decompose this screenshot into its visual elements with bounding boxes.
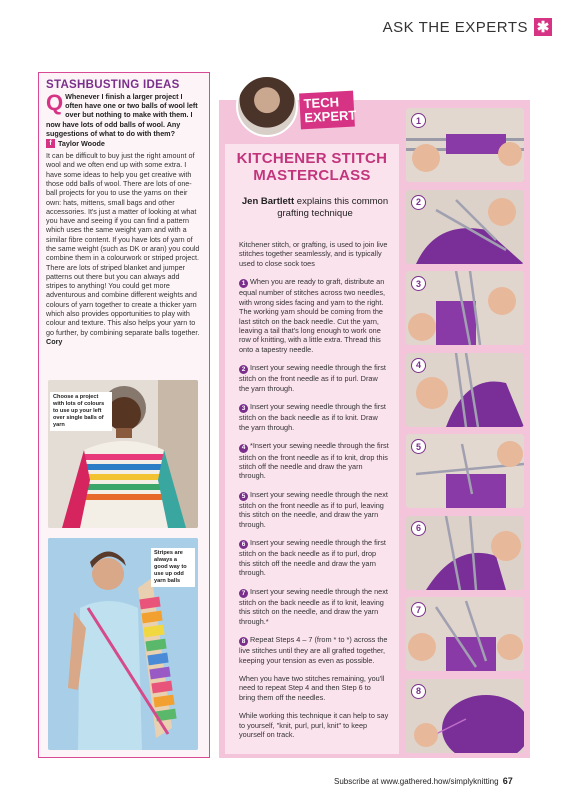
step-number-8: 8 [239, 637, 248, 646]
step-3-text: Insert your sewing needle through the first stitch on the back needle as if to knit. Draw the yarn through. [239, 402, 386, 432]
step-number-4: 4 [239, 444, 248, 453]
step-6-text: Insert your sewing needle through the first stitch on the back needle as if to purl, drop this stitch off the needle and draw the yarn through. [239, 538, 386, 578]
closing-2: While working this technique it can help to say to yourself, "knit, purl, purl, knit" to keep yourself on track. [239, 711, 389, 740]
question-text: Whenever I finish a larger project I often have one or two balls of wool left over but nothing to make with them. I now have lots of odd balls of wool. Any suggestions of what to do with them? [46, 92, 198, 138]
step-5-text: Insert your sewing needle through the next stitch on the front needle as if to purl, leaving this stitch on the needle, and draw the yarn through. [239, 489, 388, 529]
stashbusting-box [38, 72, 210, 758]
step-photo [406, 190, 524, 264]
step-photos [406, 108, 524, 760]
stashbusting-heading: STASHBUSTING IDEAS [46, 79, 180, 91]
step-2-text: Insert your sewing needle through the first stitch on the front needle as if to purl. Draw the yarn through. [239, 363, 386, 393]
step-number-5: 5 [239, 492, 248, 501]
lead-paragraph: Kitchener stitch, or grafting, is used to join live stitches together seamlessly, and is typically used to close sock toes [239, 240, 388, 268]
photo-number: 6 [411, 521, 426, 536]
intro [240, 196, 390, 220]
expert-portrait [236, 75, 298, 137]
photo-number: 5 [411, 439, 426, 454]
step-photo [406, 516, 524, 590]
badge-line2: EXPERT [303, 107, 357, 126]
step-photo [406, 108, 524, 182]
step-photo [406, 353, 524, 427]
step-4 [239, 441, 389, 480]
step-8 [239, 635, 389, 665]
facebook-icon: f [46, 139, 55, 148]
intro-name: Jen Bartlett [241, 196, 295, 207]
subscribe-text: Subscribe at www.gathered.how/simplyknitting [334, 777, 499, 786]
asker-name: Taylor Woode [58, 139, 105, 149]
step-number-7: 7 [239, 589, 248, 598]
step-photo [406, 434, 524, 508]
step-1-text: When you are ready to graft, distribute an equal number of stitches across two needles, with wrong sides facing and yarn to the right. The working yarn should be coming from the last stitch on the back needle. Cut the yarn, leaving a tail that's long enough to work one row of knitting, with a little extra. Thread this onto a tapestry needle. [239, 277, 386, 354]
title-line2: MASTERCLASS [253, 167, 371, 184]
photo-number: 3 [411, 276, 426, 291]
step-photo [406, 271, 524, 345]
closing-1: When you have two stitches remaining, you'll need to repeat Step 4 and then Step 6 to bring them off the needles. [239, 674, 385, 702]
step-7 [239, 587, 389, 626]
step-photo [406, 679, 524, 753]
badge-line1: TECH [303, 94, 340, 112]
answer-signoff: Cory [46, 336, 63, 346]
photo-number: 7 [411, 602, 426, 617]
answer [46, 151, 202, 346]
photo-number: 8 [411, 684, 426, 699]
caption-jumper: Choose a project with lots of colours to use up your left over single balls of yarn [50, 392, 112, 431]
step-3 [239, 402, 389, 432]
asker [46, 139, 202, 148]
step-number-2: 2 [239, 365, 248, 374]
q-letter: Q [46, 90, 64, 115]
step-8-text: Repeat Steps 4 – 7 (from * to *) across the live stitches until they are all grafted together, keeping your tension as even as possible. [239, 634, 388, 665]
photo-striped-jumper [48, 380, 198, 528]
step-2 [239, 363, 389, 393]
caption-bag: Stripes are always a good way to use up odd yarn balls [151, 548, 195, 587]
answer-text: It can be difficult to buy just the right amount of wool and we often end up with some extra. I have some ideas to help you get creative with those odd balls of wool. There are lots of one-ball projects for you to use the yarns on their own: hats, mittens, small bags and other accessories. It's just a matter of looking at what you have and seeing if you can find a pattern which uses the same weight yarn and with a similar fibre content. If you have lots of yarn of the same weight (such as DK or aran) you could combine them in a colourwork or striped project. There are lots of striped blanket and jumper patterns out there but you can always add stripes to anything! You could get more adventurous and combine different weights and colours of yarn together to create a thicker yarn which also provides opportunities to play with colour and texture. This also helps your yarn to go further, by combining separate balls together. [46, 151, 200, 337]
photo-number: 4 [411, 358, 426, 373]
question [46, 92, 202, 138]
instructions [239, 240, 389, 748]
step-photo [406, 597, 524, 671]
photo-number: 2 [411, 195, 426, 210]
step-6 [239, 538, 389, 577]
masterclass-title [228, 150, 396, 184]
tech-expert-badge [299, 91, 355, 130]
step-1 [239, 277, 389, 354]
section-header [383, 18, 552, 36]
title-line1: KITCHENER STITCH [236, 150, 388, 167]
asterisk-icon: ✱ [534, 18, 552, 36]
step-4-text: *Insert your sewing needle through the first stitch on the front needle as if to knit, drop this stitch off the needle and draw the yarn through. [239, 441, 389, 481]
footer [334, 776, 513, 786]
page-number: 67 [502, 776, 513, 786]
photo-striped-bag [48, 538, 198, 750]
section-title: ASK THE EXPERTS [382, 18, 528, 36]
step-5 [239, 490, 389, 529]
step-7-text: Insert your sewing needle through the next stitch on the back needle as if to knit, leaving this stitch on the needle, and draw the yarn through.* [239, 586, 388, 626]
photo-number: 1 [411, 113, 426, 128]
step-number-1: 1 [239, 279, 248, 288]
step-number-6: 6 [239, 540, 248, 549]
step-number-3: 3 [239, 404, 248, 413]
intro-rest: explains this common grafting technique [277, 196, 389, 219]
